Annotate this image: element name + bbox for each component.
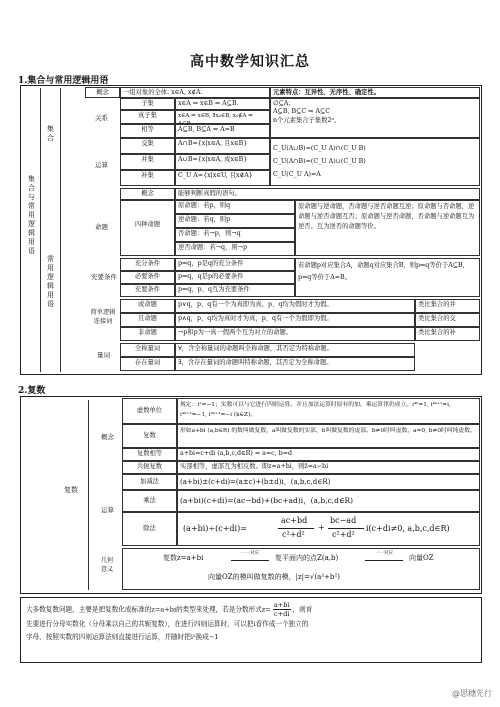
section1-heading: 1.集合与常用逻辑用语 <box>18 76 109 86</box>
complex-ops-label: 运算 <box>101 506 114 514</box>
subset-label: 子集 <box>120 98 175 110</box>
iff-label: 充要条件 <box>120 284 175 297</box>
sub-bracket <box>60 88 61 372</box>
complement-formula: C_U A={x|x∈U, 且x∉A} <box>175 170 270 186</box>
and-formula: p∧q，p、q均为真时才为真，p、q有一个为假即为假。 <box>175 313 415 327</box>
concept-text: 一组对象的全体. x∈A, x∉A. <box>120 87 270 98</box>
geo-arrow-2-label: 一一对应 <box>375 551 393 556</box>
divide-formula-right: i(c+di≠0, a,b,c,d∈R) <box>366 524 450 533</box>
divide-plus: + <box>318 523 325 532</box>
divide-denominator-1: c²+d² <box>282 530 305 539</box>
prop-concept-text: 能够判断真假的语句。 <box>175 188 480 200</box>
geo-point: 复平面内的点Z(a,b) <box>275 554 339 562</box>
prop-concept-label: 概念 <box>120 188 175 200</box>
intersection-formula: A∩B={x|x∈A, 且x∈B} <box>175 138 270 154</box>
set-label: 集合 <box>47 125 54 142</box>
operation-notes <box>270 138 480 186</box>
multiply-formula: (a+bi)(c+di)=(ac−bd)+(bc+ad)i，(a,b,c,d∈R) <box>177 490 480 512</box>
intersection-label: 交集 <box>120 138 175 154</box>
divide-numerator-2: bc−ad <box>330 516 357 525</box>
complex-main-label: 复数 <box>64 486 78 494</box>
divide-formula <box>177 512 480 546</box>
divide-denominator-2: c²+d² <box>332 530 355 539</box>
conditions-label: 充要条件 <box>91 273 117 281</box>
divide-label: 除法 <box>122 512 177 546</box>
multiply-label: 乘法 <box>122 490 177 512</box>
imaginary-unit-label: 虚数单位 <box>122 398 177 424</box>
footer-frac-num: a+bi <box>273 601 290 609</box>
union-formula: A∪B={x|x∈A, 或x∈B} <box>175 154 270 170</box>
subset-formula: x∈A ⇒ x∈B ⇔ A⊆B. <box>175 98 270 110</box>
quantifier-label: 量词 <box>97 351 110 359</box>
sufficient-formula: p⇒q，p是q的充分条件 <box>175 258 295 271</box>
complex-number-text: 形如a+bi (a,b∈R) 的数叫做复数，a叫做复数的实部，b叫做复数的虚部。b≠0时叫虚数、a=0, b≠0时叫纯虚数。 <box>177 424 480 448</box>
conjugate-label: 共轭复数 <box>122 461 177 474</box>
union-label: 并集 <box>120 154 175 170</box>
and-note: 类比集合的交 <box>415 313 480 327</box>
element-features: 元素特点：互异性、无序性、确定性。 <box>270 87 480 98</box>
contrapositive-proposition: 逆否命题：若¬q，则¬p <box>175 242 295 256</box>
necessary-label: 必要条件 <box>120 271 175 284</box>
complement-label: 补集 <box>120 170 175 186</box>
add-sub-formula: (a+bi)±(c+di)=(a±c)+(b±d)i，(a,b,c,d∈R) <box>177 474 480 490</box>
footer-line-1-a: 大多数复数问题，主要是把复数化成标准的z=a+bi的类型来处理，若是分数形式z= <box>26 605 271 614</box>
relation-note-3: n个元素集合子集数2ⁿ。 <box>273 116 341 124</box>
connectives-label: 简单逻辑连接词 <box>90 309 116 325</box>
geo-arrow-1-label: 一一对应 <box>241 551 259 556</box>
four-propositions-label: 四种命题 <box>120 200 175 256</box>
universal-text: ∀，含全称量词的命题叫全称命题，其否定为特称命题。 <box>175 343 415 357</box>
relation-notes <box>270 98 480 138</box>
footer-line-2: 先要进行分母实数化（分母乘以自己的共轭复数），在进行四则运算时，可以把i看作成一个独立的 <box>26 620 309 628</box>
complex-bracket <box>88 400 89 590</box>
divide-fraction-bar-1 <box>278 528 314 529</box>
sufficient-label: 充分条件 <box>120 258 175 271</box>
imaginary-unit-text: 规定：i²=−1；实数可以与它进行四则运算，并且加法运算时原有的加、乘运算律仍成立。i⁴ᵏ=1, i⁴ᵏ⁺¹=i, i⁴ᵏ⁺²=−1, i⁴ᵏ⁺³=−i (k∈Z)。 <box>177 398 480 424</box>
equal-formula: A⊆B, B⊆A ⇔ A=B <box>175 124 270 138</box>
four-propositions-note: 原命题与逆命题，否命题与逆否命题互逆；原命题与否命题，逆命题与逆否命题互否；原命题与逆否命题，否命题与逆命题互为逆否。互为逆否的命题等价。 <box>295 200 480 256</box>
complex-equal-text: a+bi=c+di (a,b,c,d∈R) ⇔ a=c, b=d <box>177 448 480 461</box>
proper-subset-formula: x∈A ⇒ x∈B, ∃x₀∈B, x₀∉A ⇔ A⊂B <box>175 110 270 124</box>
footer-line-3: 字母，按照实数的四则运算法则直接进行运算，并随时把i²换成−1 <box>26 633 219 641</box>
footer-fraction <box>273 601 291 618</box>
geo-arrow-1 <box>231 560 269 561</box>
proposition-label: 命题 <box>95 223 108 231</box>
iff-formula: p⇔q，p、q互为充要条件 <box>175 284 295 297</box>
or-formula: p∨q，p、q有一个为真即为真，p、q均为假时才为假。 <box>175 299 415 313</box>
conditions-note: 若命题p对应集合A，命题q对应集合B，则p⇒q等价于A⊆B，p⇔q等价于A=B。 <box>295 258 480 297</box>
divide-fraction-bar-2 <box>328 528 364 529</box>
complex-concept-label: 概念 <box>101 433 114 441</box>
original-proposition: 原命题：若p，则q <box>175 200 295 214</box>
or-note: 类比集合的并 <box>415 299 480 313</box>
geo-vector: 向量OZ <box>409 554 434 562</box>
universal-label: 全称量词 <box>120 343 175 357</box>
necessary-formula: p⇒q，q是p的必要条件 <box>175 271 295 284</box>
footer-line-1 <box>26 601 476 618</box>
main-bracket <box>40 88 41 372</box>
geometric-meaning-box <box>122 548 480 590</box>
converse-proposition: 逆命题：若q，则p <box>175 214 295 228</box>
logic-label: 常用逻辑用语 <box>47 255 54 308</box>
geo-complex: 复数z=a+bi <box>163 554 204 562</box>
operation-note-2: C_U(A∩B)=(C_U A)∪(C_U B) <box>273 158 366 165</box>
divide-numerator-1: ac+bd <box>281 516 308 525</box>
existential-text: ∃，含存在量词的命题叫特称命题，其否定为全称命题。 <box>175 357 415 371</box>
and-label: 且命题 <box>120 313 175 327</box>
complex-number-label: 复数 <box>122 424 177 448</box>
footer-line-1-b: ，则首 <box>292 605 313 614</box>
footer-note <box>20 597 482 663</box>
relation-label: 关系 <box>95 114 108 122</box>
operation-note-1: C_U(A∪B)=(C_U A)∩(C_U B) <box>273 145 366 152</box>
geo-modulus: 向量OZ的模叫做复数的模，|z|=√(a²+b²) <box>208 573 340 581</box>
operation-note-3: C_U(C_U A)=A <box>273 171 321 178</box>
section2-heading: 2.复数 <box>18 386 46 396</box>
operation-label: 运算 <box>95 161 108 169</box>
section1-main-label: 集合与常用逻辑用语 <box>28 175 35 255</box>
proper-subset-label: 真子集 <box>120 110 175 124</box>
existential-label: 存在量词 <box>120 357 175 371</box>
geo-arrow-2 <box>365 560 403 561</box>
or-label: 或命题 <box>120 299 175 313</box>
not-formula: ¬p和p为一真一假两个互为对立的命题。 <box>175 327 415 341</box>
complex-equal-label: 复数相等 <box>122 448 177 461</box>
concept-label: 概念 <box>85 87 120 98</box>
conjugate-text: 实部相等，虚部互为相反数。即z=a+bi，则z̄=a−bi <box>177 461 480 474</box>
add-sub-label: 加减法 <box>122 474 177 490</box>
negation-proposition: 否命题：若¬p，则¬q <box>175 228 295 242</box>
relation-note-2: A⊆B, B⊆C ⇒ A⊆C <box>273 108 331 116</box>
relation-note-1: ∅⊆A； <box>273 100 295 107</box>
not-label: 非命题 <box>120 327 175 341</box>
divide-formula-left: (a+bi)÷(c+di)= <box>183 524 247 533</box>
watermark: @思穗先行 <box>452 689 492 698</box>
footer-frac-den: c+di <box>273 610 290 618</box>
geometric-meaning-label: 几何意义 <box>100 557 114 573</box>
not-note: 类比集合的补 <box>415 327 480 341</box>
equal-label: 相等 <box>120 124 175 138</box>
page-title: 高中数学知识汇总 <box>190 54 310 70</box>
